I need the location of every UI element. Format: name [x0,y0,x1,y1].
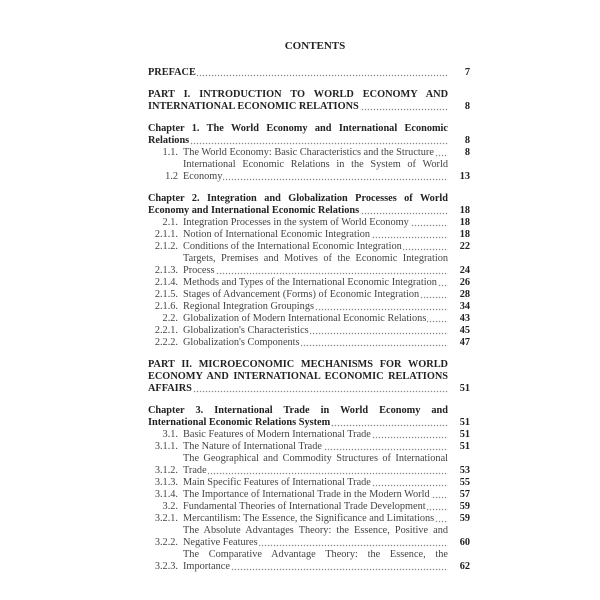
entry-title [183,513,448,525]
entry-title-text: PART I. INTRODUCTION TO WORLD ECONOMY AND INTERNATIONAL ECONOMIC RELATIONS [148,89,448,112]
section-number: 3.1.2. [154,465,178,476]
contents-heading: CONTENTS [284,40,346,52]
entry-title [183,241,448,253]
entry-title [148,123,448,147]
section-number: 2.1.6. [154,301,178,312]
toc-section-entry[interactable] [148,549,470,573]
page-number: 59 [459,513,470,524]
page-number: 8 [464,135,470,146]
section-number: 1.2 [165,171,178,182]
page-number: 18 [459,229,470,240]
entry-title-text: The Nature of International Trade [183,441,322,452]
toc-entries [148,67,470,573]
page-number: 22 [459,241,470,252]
entry-title [183,147,448,159]
entry-title-text: Integration Processes in the system of World Economy [183,217,409,228]
entry-title-text: Globalization of Modern International Economic Relations [183,313,427,324]
section-number: 3.1.3. [154,477,178,488]
entry-title [183,477,448,489]
section-number: 2.2. [162,313,178,324]
entry-title-text: Basic Features of Modern International Trade [183,429,371,440]
entry-title [183,525,448,549]
page-number: 7 [464,67,470,78]
page-number: 18 [459,217,470,228]
toc-section-entry[interactable] [148,453,470,477]
page-number: 24 [459,265,470,276]
toc-section-entry[interactable] [148,477,470,489]
entry-title-text: The Geographical and Commodity Structures of International Trade [183,453,448,476]
toc-section-entry[interactable] [148,525,470,549]
entry-title-text: Methods and Types of the International Economic Integration [183,277,437,288]
page-number: 51 [459,417,470,428]
toc-section-entry[interactable] [148,253,470,277]
entry-title-text: The World Economy: Basic Characteristics and the Structure [183,147,434,158]
toc-section-entry[interactable] [148,489,470,501]
page-number: 51 [459,429,470,440]
toc-section-entry[interactable] [148,441,470,453]
entry-title-text: Notion of International Economic Integration [183,229,371,240]
toc-section-entry[interactable] [148,277,470,289]
entry-title-text: Regional Integration Groupings [183,301,314,312]
page-number: 45 [459,325,470,336]
section-number: 3.2.2. [154,537,178,548]
entry-title-text: Globalization's Characteristics [183,325,309,336]
page-number: 57 [459,489,470,500]
page-number: 18 [459,205,470,216]
entry-title [148,405,448,429]
toc-section-entry[interactable] [148,229,470,241]
page-number: 28 [459,289,470,300]
toc-heading-entry[interactable] [148,405,470,429]
entry-title-text: Main Specific Features of International Trade [183,477,371,488]
page-number: 51 [459,383,470,394]
toc-section-entry[interactable] [148,159,470,183]
entry-title-text: International Economic Relations in the System of World Economy [183,159,448,182]
section-number: 2.1.4. [154,277,178,288]
toc-section-entry[interactable] [148,147,470,159]
entry-title-text: Mercantilism: The Essence, the Significance and Limitations [183,513,435,524]
toc-section-entry[interactable] [148,337,470,349]
entry-title-text: Stages of Advancement (Forms) of Economic Integration [183,289,420,300]
entry-title-text: The Importance of International Trade in the Modern World [183,489,430,500]
toc-section-entry[interactable] [148,325,470,337]
entry-title [183,549,448,573]
entry-title [183,489,448,501]
entry-title [183,159,448,183]
page-number: 62 [459,561,470,572]
entry-title-text: Chapter 2. Integration and Globalization Processes of World Economy and International Economic Relations [148,193,448,216]
section-number: 2.2.2. [154,337,178,348]
section-number: 3.1.1. [154,441,178,452]
page-number: 51 [459,441,470,452]
entry-title [183,253,448,277]
entry-title [183,277,448,289]
section-number: 3.1.4. [154,489,178,500]
page-number: 13 [459,171,470,182]
entry-title [183,441,448,453]
toc-heading-entry[interactable] [148,359,470,395]
section-number: 2.1.3. [154,265,178,276]
entry-title [148,359,448,395]
entry-title-text: Fundamental Theories of International Trade Development [183,501,426,512]
toc-heading-entry[interactable] [148,89,470,113]
entry-title-text: Targets, Premises and Motives of the Economic Integration Process [183,253,448,276]
entry-title [183,313,448,325]
page-number: 55 [459,477,470,488]
entry-title [148,67,448,79]
entry-title [183,337,448,349]
page-number: 8 [464,147,470,158]
toc-heading-entry[interactable] [148,67,470,79]
toc-section-entry[interactable] [148,217,470,229]
table-of-contents [148,40,470,573]
page-number: 47 [459,337,470,348]
toc-section-entry[interactable] [148,289,470,301]
entry-title [183,325,448,337]
section-number: 2.1.5. [154,289,178,300]
entry-title-text: Chapter 3. International Trade in World Economy and International Economic Relations System [148,405,448,428]
toc-section-entry[interactable] [148,501,470,513]
toc-section-entry[interactable] [148,429,470,441]
entry-title [183,217,448,229]
section-number: 3.2. [162,501,178,512]
section-number: 2.1.1. [154,229,178,240]
entry-title-text: Chapter 1. The World Economy and International Economic Relations [148,123,448,146]
section-number: 3.2.1. [154,513,178,524]
entry-title [183,229,448,241]
entry-title-text: PREFACE [148,67,196,78]
section-number: 1.1. [162,147,178,158]
entry-title [183,301,448,313]
toc-section-entry[interactable] [148,313,470,325]
entry-title [183,289,448,301]
section-number: 2.1. [162,217,178,228]
page-number: 43 [459,313,470,324]
section-number: 2.2.1. [154,325,178,336]
section-number: 3.2.3. [154,561,178,572]
toc-section-entry[interactable] [148,301,470,313]
page-number: 53 [459,465,470,476]
section-number: 3.1. [162,429,178,440]
entry-title-text: Conditions of the International Economic Integration [183,241,402,252]
entry-title [183,453,448,477]
toc-heading-entry[interactable] [148,123,470,147]
entry-title-text: PART II. MICROECONOMIC MECHANISMS FOR WORLD ECONOMY AND INTERNATIONAL ECONOMIC RELATIONS AFFAIRS [148,359,448,394]
toc-section-entry[interactable] [148,241,470,253]
entry-title [148,89,448,113]
page-number: 60 [459,537,470,548]
entry-title-text: The Absolute Advantages Theory: the Essence, Positive and Negative Features [183,525,448,548]
page-number: 8 [464,101,470,112]
toc-heading-entry[interactable] [148,193,470,217]
entry-title [183,429,448,441]
entry-title [148,193,448,217]
page-number: 26 [459,277,470,288]
entry-title-text: The Comparative Advantage Theory: the Essence, the Importance [183,549,448,572]
page-number: 59 [459,501,470,512]
entry-title [183,501,448,513]
toc-section-entry[interactable] [148,513,470,525]
entry-title-text: Globalization's Components [183,337,300,348]
section-number: 2.1.2. [154,241,178,252]
page-number: 34 [459,301,470,312]
